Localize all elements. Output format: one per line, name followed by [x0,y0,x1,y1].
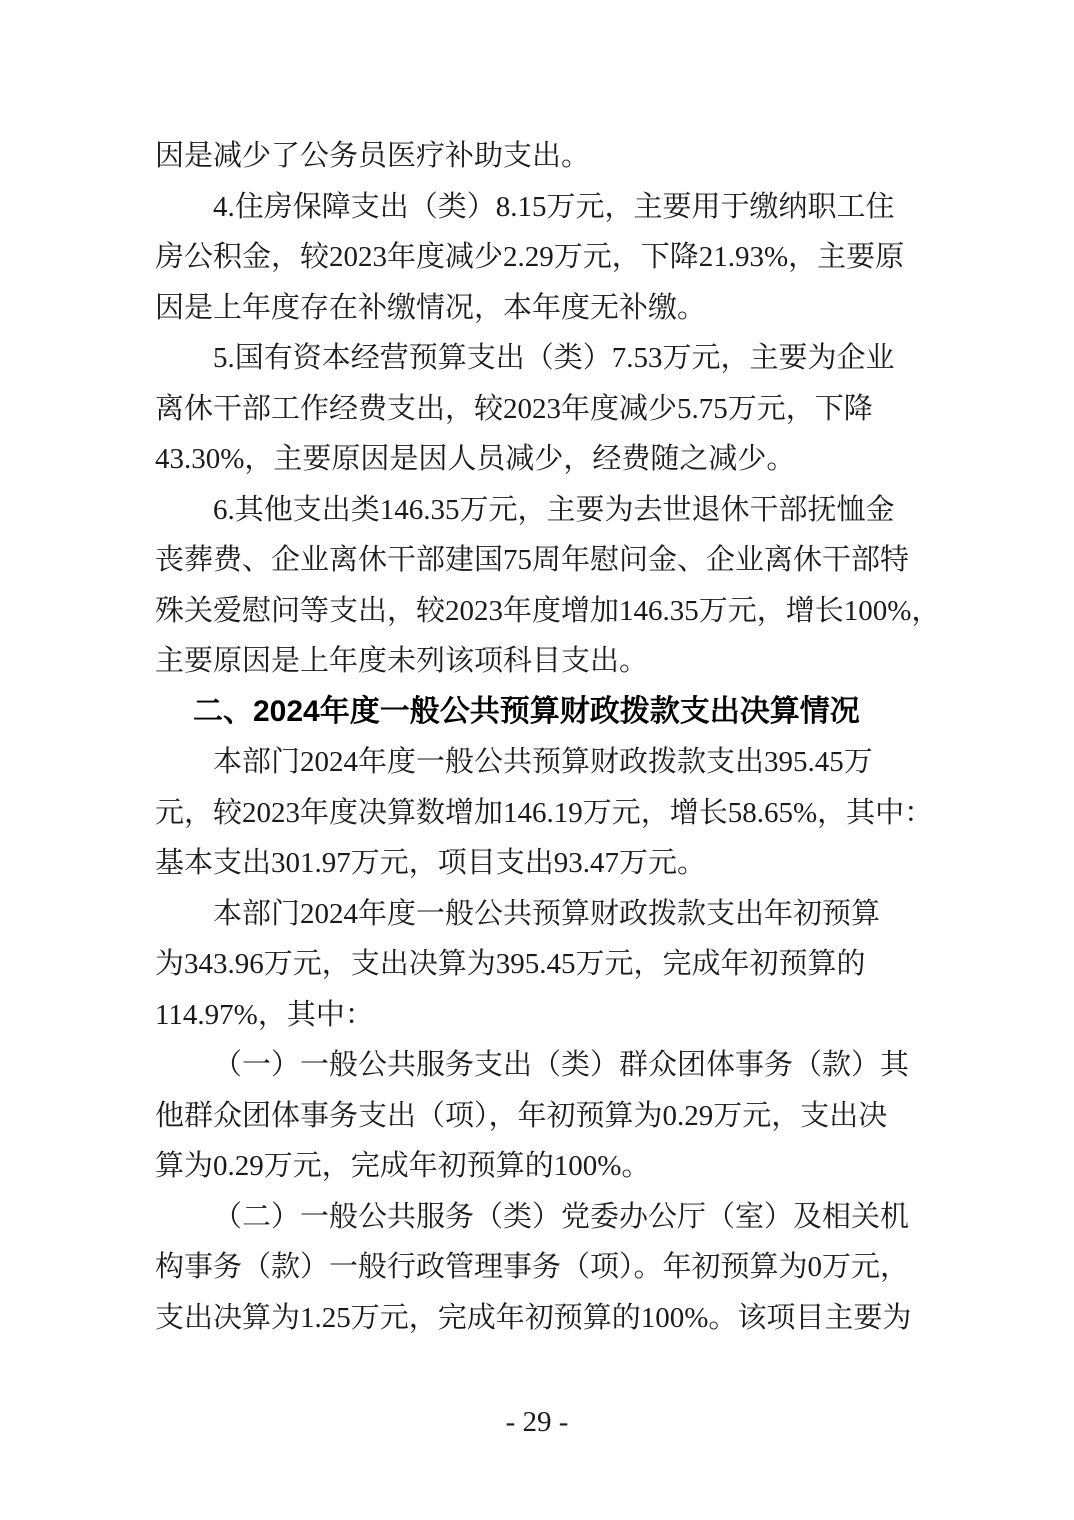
document-line: 为343.96万元，支出决算为395.45万元，完成年初预算的 [155,948,866,980]
document-line: 114.97%，其中： [155,998,374,1031]
section-heading: 二、2024年度一般公共预算财政拨款支出决算情况 [193,694,860,728]
document-line: 丧葬费、企业离休干部建国75周年慰问金、企业离休干部特 [155,544,910,576]
document-line: 因是减少了公务员医疗补助支出。 [155,140,591,172]
document-line: 支出决算为1.25万元，完成年初预算的100%。该项目主要为 [155,1301,912,1334]
document-line: （一）一般公共服务支出（类）群众团体事务（款）其 [213,1049,910,1081]
document-line: 本部门2024年度一般公共预算财政拨款支出年初预算 [213,897,881,930]
document-line: 算为0.29万元，完成年初预算的100%。 [155,1150,651,1182]
document-line: 殊关爱慰问等支出，较2023年度增加146.35万元，增长100%， [155,594,941,627]
document-line: 他群众团体事务支出（项），年初预算为0.29万元，支出决 [155,1099,888,1132]
document-line: 6.其他支出类146.35万元，主要为去世退休干部抚恤金 [213,493,895,526]
document-line: （二）一般公共服务（类）党委办公厅（室）及相关机 [213,1200,910,1233]
document-line: 本部门2024年度一般公共预算财政拨款支出395.45万 [213,746,873,778]
document-line: 4.住房保障支出（类）8.15万元，主要用于缴纳职工住 [213,190,895,223]
document-line: 主要原因是上年度未列该项科目支出。 [155,645,649,677]
document-line: 元，较2023年度决算数增加146.19万元，增长58.65%，其中： [155,796,934,829]
document-line: 基本支出301.97万元，项目支出93.47万元。 [155,847,707,879]
document-line: 因是上年度存在补缴情况，本年度无补缴。 [155,291,707,324]
document-body [155,131,941,1343]
page-footer [0,1406,1074,1439]
page-number: - 29 - [505,1406,569,1438]
document-line: 5.国有资本经营预算支出（类）7.53万元，主要为企业 [213,342,895,374]
document-line: 43.30%，主要原因是因人员减少，经费随之减少。 [155,443,796,475]
document-line: 房公积金，较2023年度减少2.29万元，下降21.93%，主要原 [155,241,905,273]
document-line: 构事务（款）一般行政管理事务（项）。年初预算为0万元， [155,1251,910,1283]
document-line: 离休干部工作经费支出，较2023年度减少5.75万元，下降 [155,392,873,425]
